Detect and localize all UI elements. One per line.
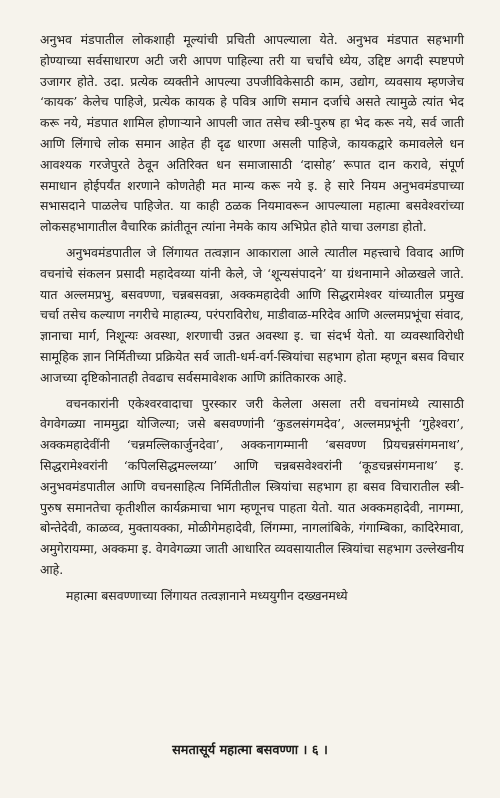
- page-footer: समतासूर्य महात्मा बसवण्णा । ६ ।: [172, 743, 328, 758]
- paragraph-shunyasampadane: अनुभवमंडपातील जे लिंगायत तत्वज्ञान आकाराला आले त्यातील महत्त्वाचे विवाद आणि वचनांचे संकलन प्रसादी महादेवय्या यांनी केले, जे ‘शून्यसंपादने’ या ग्रंथनामाने ओळखले जाते. यात अल्लमप्रभु, बसवण्णा, चन्नबसवन्ना, अक्कमहादेवी आणि सिद्धरामेश्वर यांच्यातील प्रमुख चर्चा तसेच कल्याण नगरीचे माहात्म्य, परंपराविरोध, माडीवाळ-मरिदेव आणि अल्लमप्रभूंचा संवाद, ज्ञानाचा मार्ग, निशून्यः अवस्था, शरणाची उन्नत अवस्था इ. चा संदर्भ येतो. या व्यवस्थाविरोधी सामूहिक ज्ञान निर्मितीच्या प्रक्रियेत सर्व जाती-धर्म-वर्ग-स्त्रियांचा सहभाग होता म्हणून बसव विचार आजच्या दृष्टिकोनातही तेवढाच सर्वसमावेशक आणि क्रांतिकारक आहे.: [40, 244, 464, 385]
- paragraph-anubhav-mandap-rules: अनुभव मंडपातील लोकशाही मूल्यांची प्रचिती आपल्याला येते. अनुभव मंडपात सहभागी होण्याच्या सर्वसाधारण अटी जरी आपण पाहिल्या तरी या चर्चांचे ध्येय, उद्दिष्ट अगदी स्पष्टपणे उजागर होते. उदा. प्रत्येक व्यक्तीने आपल्या उपजीविकेसाठी काम, उद्योग, व्यवसाय म्हणजेच ‘कायक’ केलेच पाहिजे, प्रत्येक कायक हे पवित्र आणि समान दर्जाचे असते त्यामुळे त्यांत भेद करू नये, मंडपात शामिल होणाऱ्याने आपली जात तसेच स्त्री-पुरुष हा भेद करू नये, सर्व जाती आणि लिंगाचे लोक समान आहेत ही दृढ धारणा असली पाहिजे, कायकद्वारे कमावलेले धन आवश्यक गरजेपुरते ठेवून अतिरिक्त धन समाजासाठी ‘दासोह’ रूपात दान करावे, संपूर्ण समाधान होईपर्यंत शरणाने कोणतेही मत मान्य करू नये इ. हे सारे नियम अनुभवमंडपाच्या सभासदाने पाळलेच पाहिजेत. या काही ठळक नियमावरून आपल्याला महात्मा बसवेश्वरांच्या लोकसहभागातील वैचारिक क्रांतीतून त्यांना नेमके काय अभिप्रेत होते याचा उलगडा होतो.: [40, 32, 464, 235]
- paragraph-lingayat-philosophy: महात्मा बसवण्णाच्या लिंगायत तत्वज्ञानाने मध्ययुगीन दख्खनमध्ये: [66, 587, 348, 603]
- paragraph-vachanakara-namamudra: वचनकारांनी एकेश्वरवादाचा पुरस्कार जरी केलेला असला तरी वचनांमध्ये त्यासाठी वेगवेगळ्या नाममुद्रा योजिल्या; जसे बसवण्णांनी ‘कुडलसंगमदेव’, अल्लमप्रभूंनी ‘गुहेश्वरा’, अक्कमहादेवींनी ‘चन्नमल्लिकार्जुनदेवा’, अक्कनागम्मानी ‘बसवण्ण प्रियचन्नसंगमनाथ’, सिद्धरामेश्वरांनी ‘कपिलसिद्धमल्लय्या’ आणि चन्नबसवेश्वरांनी ‘कूडचन्नसंगमनाथ’ इ. अनुभवमंडपातील आणि वचनसाहित्य निर्मितीतील स्त्रियांचा सहभाग हा बसव विचारातील स्त्री-पुरुष समानतेचा कृतीशील कार्यक्रमाचा भाग म्हणूनच पाहता येतो. यात अक्कमहादेवी, नागम्मा, बोन्तेदेवी, काळव्व, मुक्तायक्का, मोळीगेमहादेवी, लिंगम्मा, नागलांबिके, गंगाम्बिका, कादिरेमावा, अमुगेरायम्मा, अक्कमा इ. वेगवेगळ्या जाती आधारित व्यवसायातील स्त्रियांचा सहभाग उल्लेखनीय आहे.: [40, 395, 464, 577]
